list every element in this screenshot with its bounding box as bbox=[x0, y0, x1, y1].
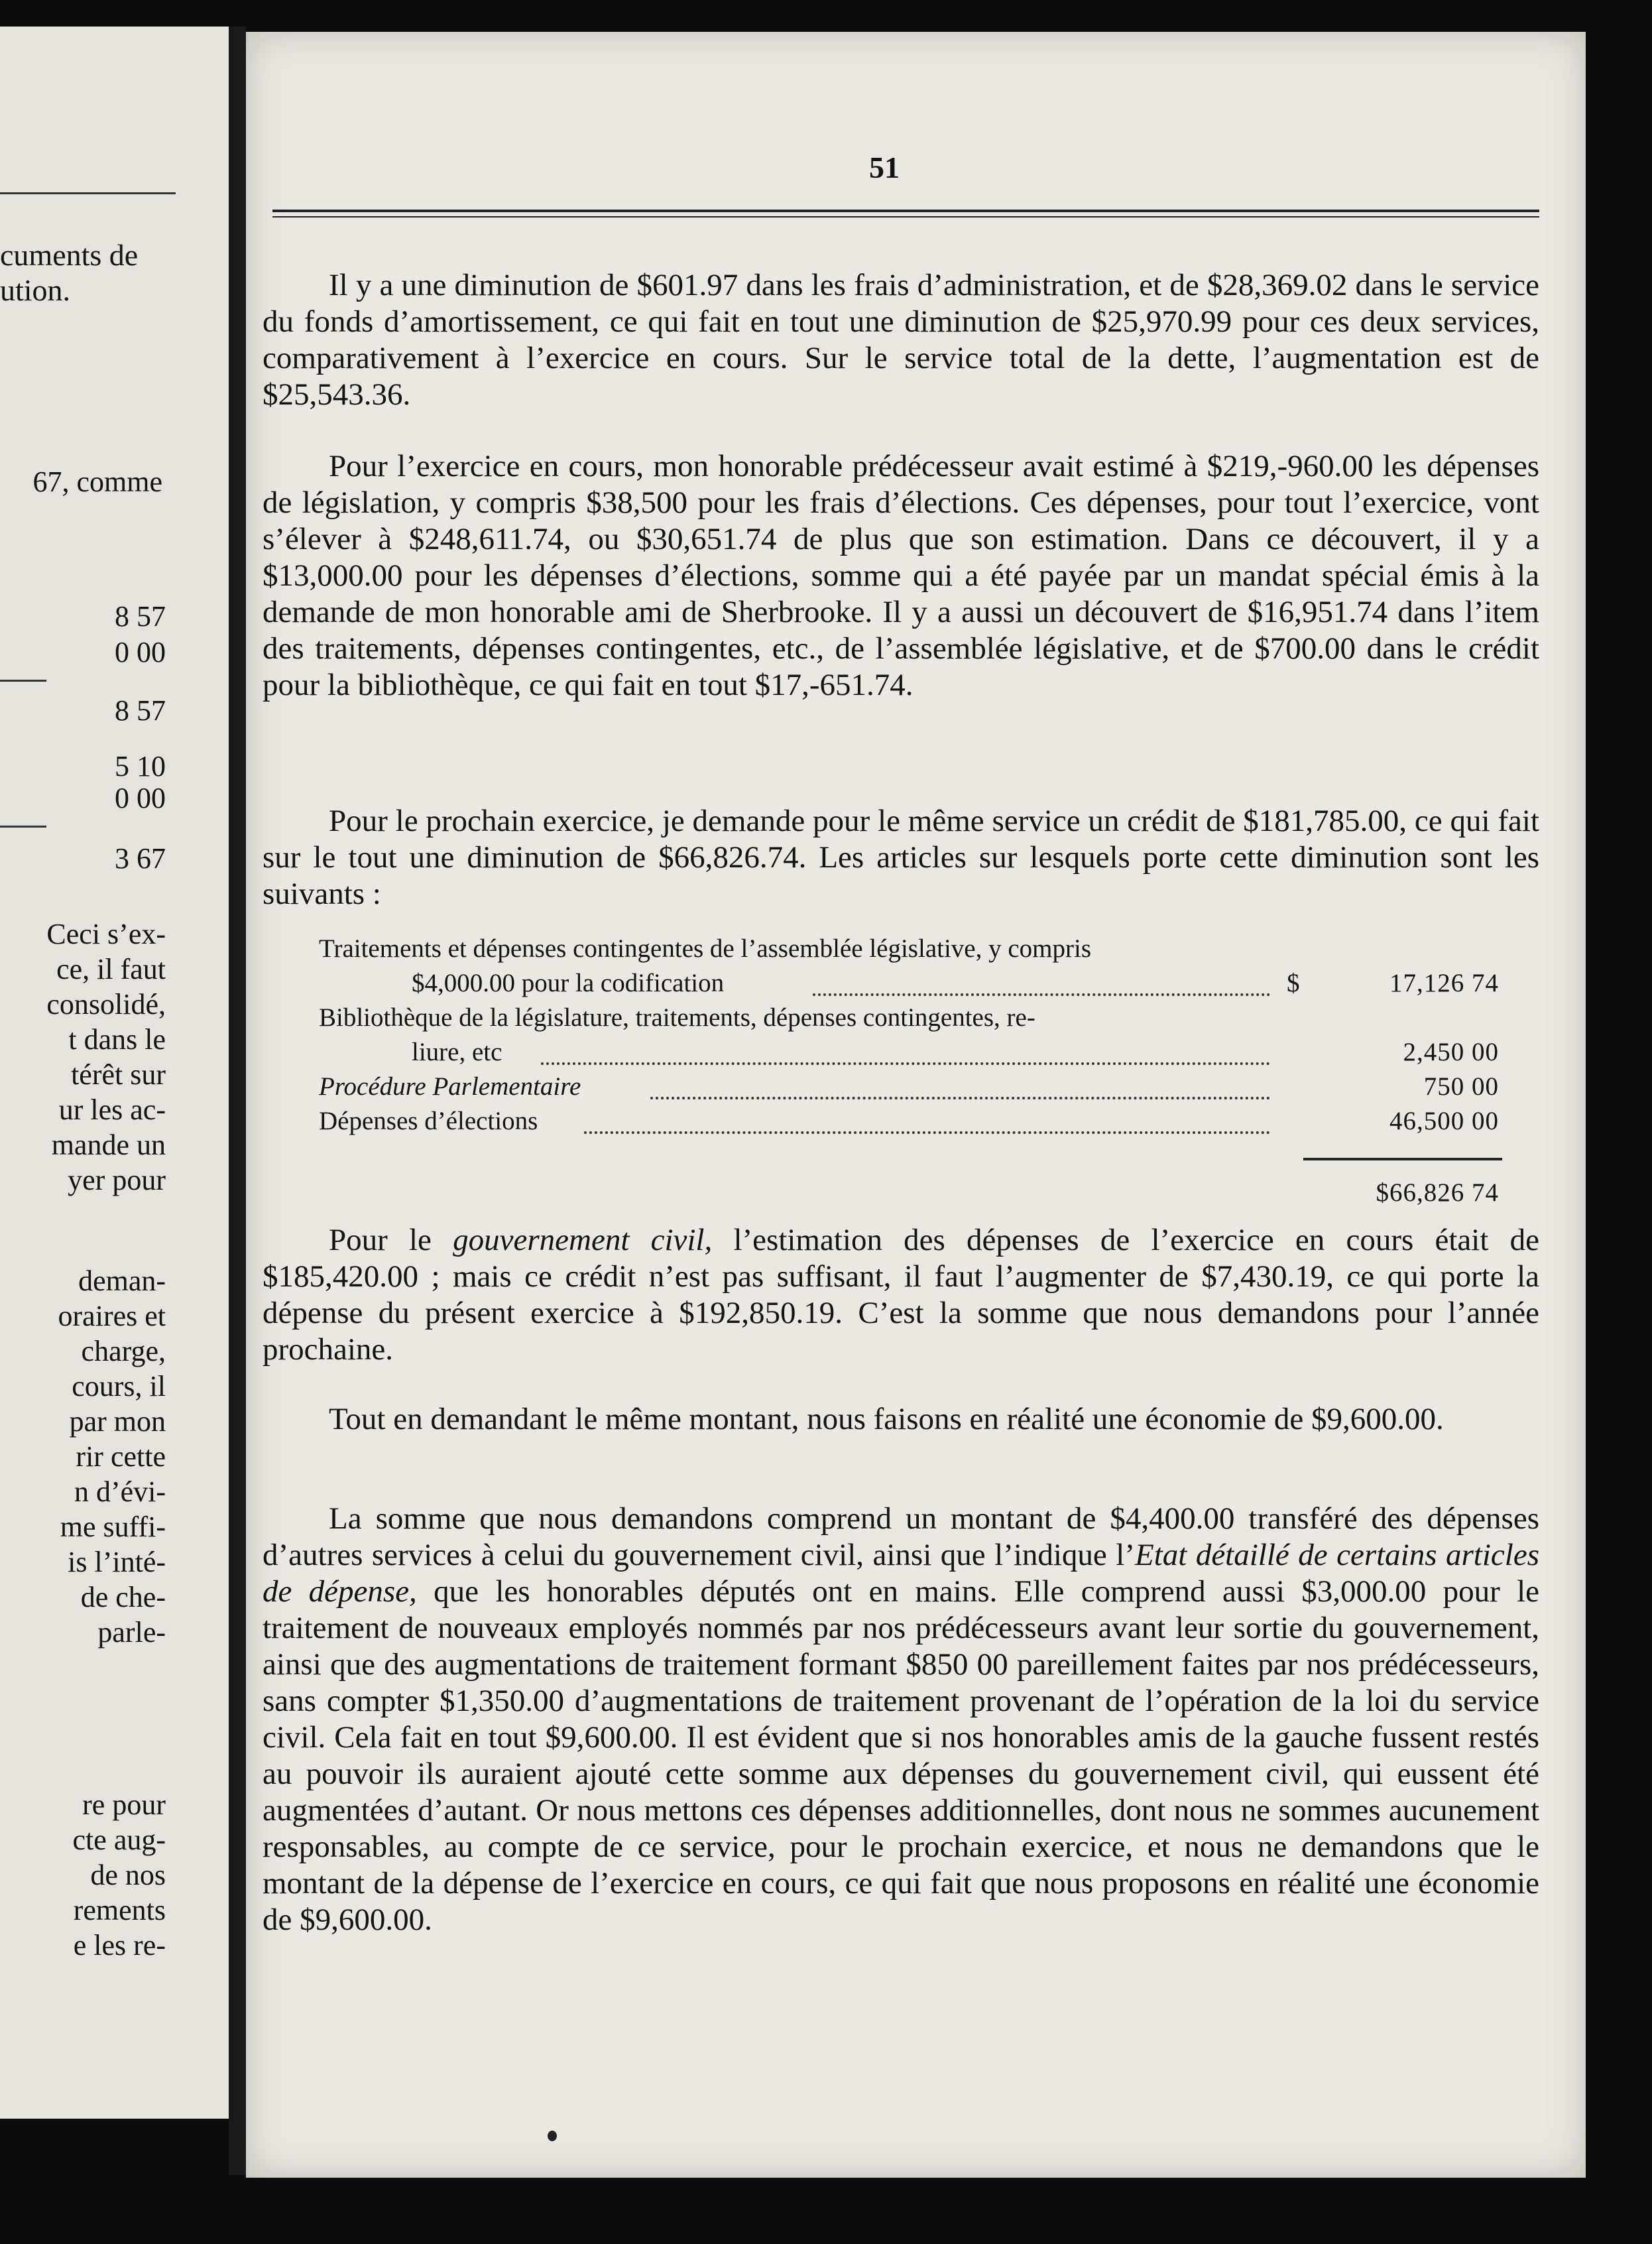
paragraph-next-year: Pour le prochain exercice, je demande pour le même service un crédit de $181,785.00, ce qui fait sur le tout une diminution de $66,826.74. Les articles sur lesquels porte cette diminution sont les suivants : bbox=[263, 804, 1539, 911]
paragraph-italic: Etat détaillé de certains articles de dépense, bbox=[263, 1538, 1539, 1609]
facing-line: mande un bbox=[51, 1129, 166, 1161]
facing-number: 5 10 bbox=[115, 750, 166, 782]
facing-line: cuments de bbox=[0, 238, 139, 272]
facing-sum-rule bbox=[0, 680, 46, 682]
row-amount: 17,126 74 bbox=[1389, 969, 1499, 997]
paragraph-prefix: La somme que nous demandons comprend un montant de $4,400.00 transféré des dépenses d’autres services à celui du gouvernement civil, ainsi que l’indique l’ bbox=[263, 1501, 1539, 1572]
header-rule bbox=[272, 210, 1539, 212]
facing-line: de che- bbox=[80, 1581, 166, 1613]
facing-line: Ceci s’ex- bbox=[46, 918, 166, 950]
row-label: Bibliothèque de la législature, traitements, dépenses contingentes, re- bbox=[319, 1003, 1035, 1032]
leader-dots bbox=[650, 1097, 1270, 1099]
row-label-continued: liure, etc bbox=[412, 1038, 502, 1066]
facing-line: deman- bbox=[78, 1265, 166, 1297]
paragraph-economy: Tout en demandant le même montant, nous faisons en réalité une économie de $9,600.00. bbox=[329, 1402, 1444, 1436]
facing-line: yer pour bbox=[68, 1164, 166, 1196]
facing-line: cte aug- bbox=[72, 1824, 166, 1856]
facing-line: e les re- bbox=[73, 1929, 166, 1962]
facing-line: is l’inté- bbox=[68, 1546, 166, 1578]
facing-line: térêt sur bbox=[71, 1058, 166, 1091]
paragraph-prefix: Pour le bbox=[329, 1223, 432, 1257]
paragraph-civil-government bbox=[263, 1222, 1539, 1368]
book-gutter bbox=[229, 27, 246, 2175]
table-total-row bbox=[319, 1178, 1499, 1212]
facing-number: 0 00 bbox=[115, 636, 166, 668]
facing-line: re pour bbox=[82, 1788, 166, 1821]
facing-line: ution. bbox=[0, 273, 71, 307]
paragraph-sum-detail bbox=[263, 1501, 1539, 1938]
table-row bbox=[319, 934, 1499, 968]
facing-number: 0 00 bbox=[115, 782, 166, 814]
facing-line: ur les ac- bbox=[58, 1093, 166, 1126]
paragraph-italic: gouvernement civil, bbox=[453, 1223, 713, 1257]
facing-line: cours, il bbox=[72, 1370, 166, 1402]
leader-dots bbox=[813, 993, 1270, 996]
main-page bbox=[246, 32, 1586, 2178]
row-label: Dépenses d’élections bbox=[319, 1107, 538, 1135]
leader-dots bbox=[584, 1131, 1270, 1134]
paragraph-legislation: Pour l’exercice en cours, mon honorable prédécesseur avait estimé à $219,-960.00 les dépenses de législation, y compris $38,500 pour les frais d’élections. Ces dépenses, pour tout l’exercice, vont s’élever à $248,611.74, ou $30,651.74 de plus que son estimation. Dans ce découvert, il y a $13,000.00 pour les dépenses d’élections, somme qui a été payée par un mandat spécial émis à la demande de mon honorable ami de Sherbrooke. Il y a aussi un découvert de $16,951.74 dans l’item des traitements, dépenses contingentes, etc., de l’assemblée législative, et de $700.00 dans le crédit pour la bibliothèque, ce qui fait en tout $17,-651.74. bbox=[263, 449, 1539, 702]
row-amount: 46,500 00 bbox=[1389, 1107, 1499, 1135]
facing-line: par mon bbox=[69, 1405, 166, 1438]
facing-line: rements bbox=[73, 1894, 166, 1926]
facing-number: 3 67 bbox=[115, 842, 166, 875]
table-row bbox=[319, 1106, 1499, 1141]
print-speck bbox=[548, 2131, 557, 2141]
facing-line: consolidé, bbox=[46, 988, 166, 1021]
facing-line: rir cette bbox=[76, 1440, 166, 1473]
table-row bbox=[319, 1072, 1499, 1106]
facing-line: t dans le bbox=[68, 1023, 166, 1056]
facing-line: n d’évi- bbox=[74, 1475, 166, 1508]
table-row bbox=[319, 1037, 1499, 1072]
leader-dots bbox=[541, 1062, 1270, 1065]
facing-sum-rule bbox=[0, 826, 46, 828]
facing-page-rule bbox=[0, 192, 176, 194]
paragraph-rest: que les honorables députés ont en mains. Elle comprend aussi $3,000.00 pour le traitement de nouveaux employés nommés par nos prédécesseurs avant leur sortie du gouvernement, ainsi que des augmentations de traitement formant $850 00 pareillement faites par nos prédécesseurs, sans compter $1,350.00 d’augmentations de traitement provenant de l’opération de la loi du service civil. Cela fait en tout $9,600.00. Il est évident que si nos honorables amis de la gauche fussent restés au pouvoir ils auraient ajouté cette somme aux dépenses du gouvernement civil, qui eussent été augmentées d’autant. Or nous mettons ces dépenses additionnelles, dont nous ne sommes aucunement responsables, au compte de ce service, pour le prochain exercice, et nous ne demandons que le montant de la dépense de l’exercice en cours, ce qui fait que nous proposons en réalité une économie de $9,600.00. bbox=[263, 1574, 1539, 1937]
row-label-continued: $4,000.00 pour la codification bbox=[412, 969, 725, 997]
paragraph-rest: l’estimation des dépenses de l’exercice en cours était de $185,420.00 ; mais ce crédit n’est pas suffisant, il faut l’augmenter de $7,430.19, ce qui porte la dépense du présent exercice à $192,850.19. C’est la somme que nous demandons pour l’année prochaine. bbox=[263, 1223, 1539, 1367]
facing-line: de nos bbox=[90, 1859, 166, 1891]
paragraph-debt-service: Il y a une diminution de $601.97 dans les frais d’administration, et de $28,369.02 dans le service du fonds d’amortissement, ce qui fait en tout une diminution de $25,970.99 pour ces deux services, comparativement à l’exercice en cours. Sur le service total de la dette, l’augmentation est de $25,543.36. bbox=[263, 268, 1539, 412]
row-amount: 2,450 00 bbox=[1403, 1038, 1499, 1066]
facing-line: ce, il faut bbox=[56, 953, 166, 985]
header-rule-thin bbox=[272, 216, 1539, 218]
facing-number: 8 57 bbox=[115, 600, 166, 633]
facing-line: charge, bbox=[81, 1335, 166, 1367]
total-rule bbox=[1303, 1158, 1502, 1160]
currency-sign: $ bbox=[1287, 969, 1300, 997]
facing-line: oraires et bbox=[58, 1300, 166, 1332]
table-row bbox=[319, 968, 1499, 1003]
facing-line: parle- bbox=[97, 1616, 166, 1649]
table-row bbox=[319, 1003, 1499, 1037]
page-number: 51 bbox=[869, 151, 900, 184]
facing-line: 67, comme bbox=[32, 466, 162, 498]
table-total: $66,826 74 bbox=[1376, 1178, 1499, 1207]
facing-line: me suffi- bbox=[60, 1511, 166, 1543]
row-label: Procédure Parlementaire bbox=[319, 1072, 581, 1101]
facing-number: 8 57 bbox=[115, 694, 166, 727]
row-amount: 750 00 bbox=[1423, 1072, 1499, 1101]
facing-page-left bbox=[0, 27, 229, 2119]
row-label: Traitements et dépenses contingentes de l’assemblée législative, y compris bbox=[319, 934, 1092, 963]
